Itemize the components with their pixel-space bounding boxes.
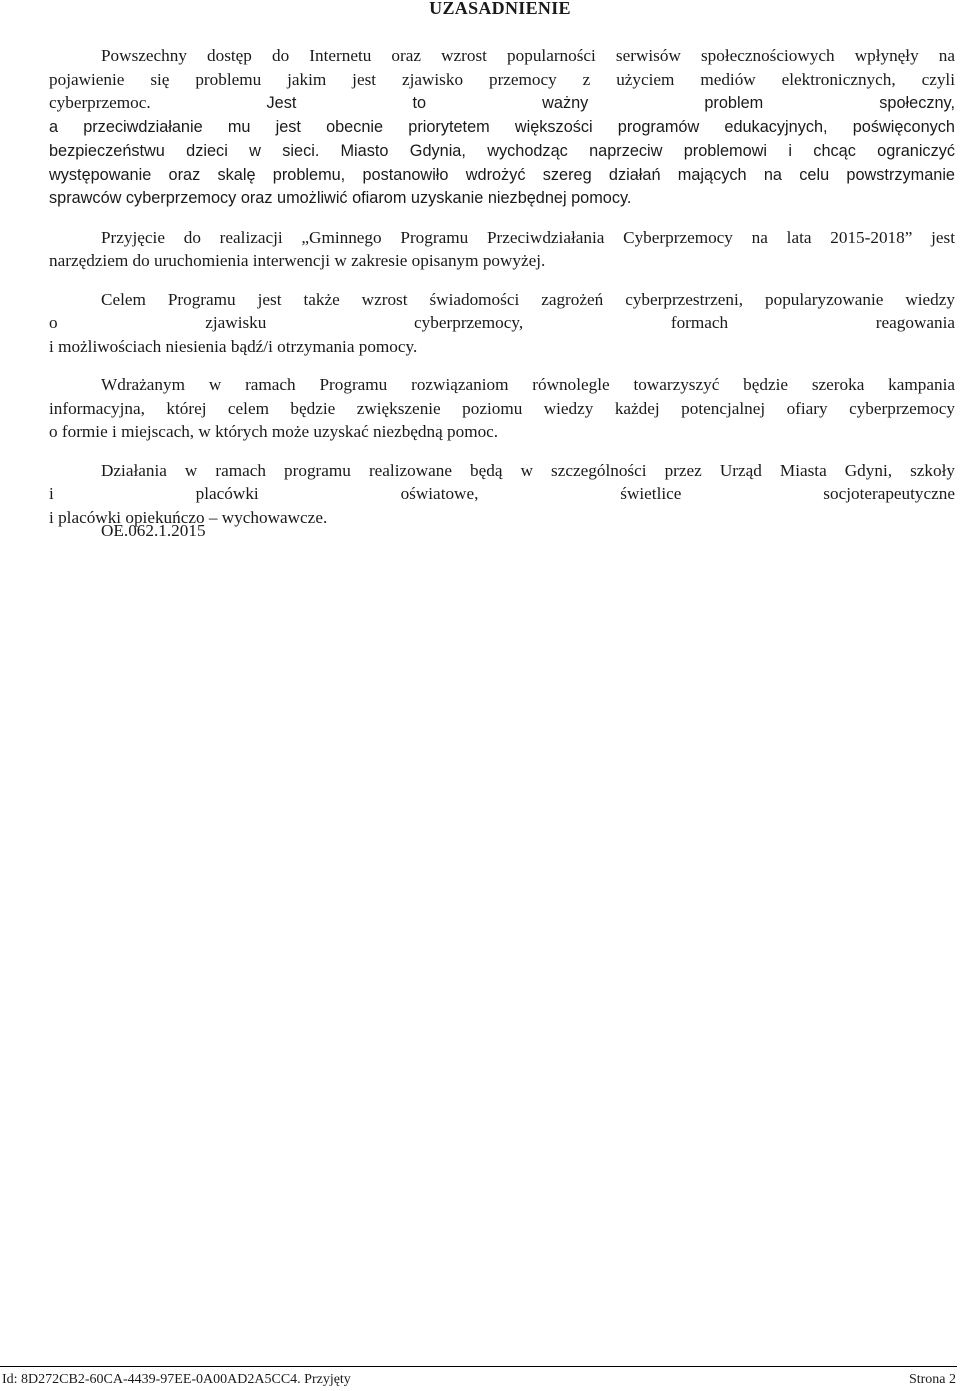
paragraph-line: Wdrażanym w ramach Programu rozwiązaniom równolegle towarzyszyć będzie szeroka kampania [101, 375, 955, 394]
footer-divider [0, 1366, 957, 1367]
paragraph-fragment: cyberprzemoc. [49, 93, 151, 112]
document-reference: OE.062.1.2015 [101, 521, 206, 540]
paragraph-line: Celem Programu jest także wzrost świadomości zagrożeń cyberprzestrzeni, popularyzowanie wiedzy [101, 289, 955, 309]
paragraph-line: i placówki opiekuńczo – wychowawcze. [49, 507, 328, 527]
paragraph-line: sprawców cyberprzemocy oraz umożliwić ofiarom uzyskanie niezbędnej pomocy. [49, 189, 632, 207]
paragraph-line: o formie i miejscach, w których może uzyskać niezbędną pomoc. [49, 422, 499, 441]
paragraph-fragment: Jest to ważny problem społeczny, [266, 94, 956, 112]
paragraph-line: występowanie oraz skalę problemu, postanowiło wdrożyć szereg działań mających na celu powstrzymanie [49, 165, 955, 184]
paragraph-goal [49, 288, 955, 359]
paragraph-line: i możliwościach niesienia bądź/i otrzymania pomocy. [49, 336, 418, 356]
paragraph-intro [49, 44, 955, 211]
paragraph-line: pojawienie się problemu jakim jest zjawisko przemocy z użyciem mediów elektronicznych, czyli [49, 69, 955, 89]
paragraph-line: i placówki oświatowe, świetlice socjoterapeutyczne [49, 484, 955, 503]
paragraph-campaign [49, 373, 955, 444]
footer-document-id: Id: 8D272CB2-60CA-4439-97EE-0A00AD2A5CC4. Przyjęty [2, 1372, 351, 1387]
paragraph-program [49, 226, 955, 273]
paragraph-line: Powszechny dostęp do Internetu oraz wzrost popularności serwisów społecznościowych wpłynęły na [101, 46, 955, 65]
paragraph-line [49, 91, 955, 116]
paragraph-actions [49, 459, 955, 530]
paragraph-line: a przeciwdziałanie mu jest obecnie priorytetem większości programów edukacyjnych, poświęconych [49, 117, 955, 136]
paragraph-line: o zjawisku cyberprzemocy, formach reagowania [49, 313, 955, 332]
paragraph-fragment: Miasto Gdynia, wychodząc naprzeciw problemowi i chcąc ograniczyć [340, 142, 955, 160]
page-title: UZASADNIENIE [429, 0, 571, 18]
paragraph-line: Przyjęcie do realizacji „Gminnego Programu Przeciwdziałania Cyberprzemocy na lata 2015-2018” jest [101, 227, 955, 247]
document-body [49, 44, 955, 544]
paragraph-line: informacyjna, której celem będzie zwiększenie poziomu wiedzy każdej potencjalnej ofiary cyberprzemocy [49, 398, 955, 418]
paragraph-fragment: bezpieczeństwu dzieci w sieci. [49, 142, 320, 160]
footer-page-number: Strona 2 [908, 1372, 956, 1387]
paragraph-line [49, 139, 955, 164]
paragraph-line: narzędziem do uruchomienia interwencji w zakresie opisanym powyżej. [49, 251, 546, 270]
paragraph-line: Działania w ramach programu realizowane będą w szczególności przez Urząd Miasta Gdyni, szkoły [101, 460, 955, 480]
